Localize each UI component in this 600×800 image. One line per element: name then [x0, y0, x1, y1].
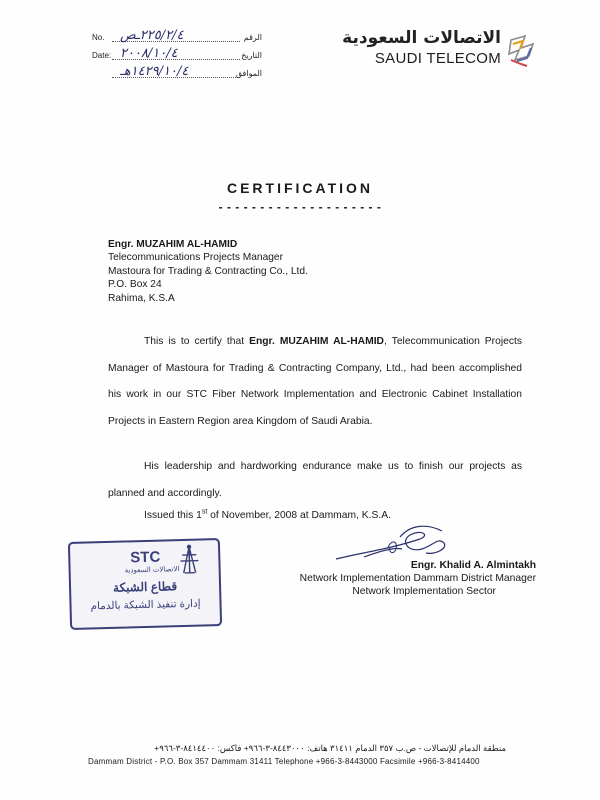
ref-number-label-ar: الرقم: [243, 33, 262, 42]
signer-block: [236, 559, 536, 598]
recipient-po-box: P.O. Box 24: [108, 279, 162, 291]
ref-date-value: ٢٠٠٨/١٠/٤: [120, 46, 178, 61]
recipient-title: Telecommunications Projects Manager: [108, 252, 283, 264]
ref-number-label: No.: [92, 33, 105, 42]
ref-number-row: [92, 28, 262, 46]
footer-english-address: Dammam District - P.O. Box 357 Dammam 31411 Telephone +966-3-8443000 Facsimile +966-3-8414400: [88, 757, 480, 766]
p1-name: Engr. MUZAHIM AL-HAMID: [249, 336, 384, 347]
leadership-paragraph: [108, 454, 522, 507]
p1-intro: This is to certify that: [144, 336, 250, 347]
ref-date-label: Date:: [92, 51, 112, 60]
signer-sector: Network Implementation Sector: [352, 586, 496, 597]
stamp-brand: STC: [130, 548, 161, 567]
issued-text-b: of November, 2008 at Dammam, K.S.A.: [207, 510, 391, 521]
ref-date-label-ar: التاريخ: [241, 51, 262, 60]
official-stamp: [68, 538, 222, 630]
recipient-address: [108, 238, 308, 305]
stamp-brand-arabic: الاتصالات السعودية: [124, 566, 180, 575]
stc-tower-icon: [174, 542, 205, 579]
p2-text: His leadership and hardworking endurance make us to finish our projects as planned and accordingly.: [108, 461, 522, 499]
ref-number-value: ٢٢٥/٢/٤ـص: [120, 28, 184, 43]
logo-english-text: SAUDI TELECOM: [374, 50, 501, 67]
stamp-line-department: إدارة تنفيذ الشبكة بالدمام: [90, 597, 201, 613]
recipient-city: Rahima, K.S.A: [108, 292, 175, 304]
issued-superscript: st: [201, 508, 208, 516]
stamp-line-sector: قطاع الشبكة: [112, 579, 178, 595]
saudi-telecom-logo: [342, 28, 537, 78]
signer-name: Engr. Khalid A. Almintakh: [410, 560, 536, 571]
certification-paragraph: [108, 329, 522, 435]
issued-text-a: Issued this 1: [144, 510, 202, 521]
ref-date-row: [92, 46, 262, 64]
stc-logo-mark-icon: [507, 34, 537, 68]
ref-hijri-row: [92, 64, 262, 82]
logo-arabic-text: الاتصالات السعودية: [342, 28, 501, 48]
p1-rest: , Telecommunication Projects Manager of Mastoura for Trading & Contracting Company, Ltd., had been accomplished his work in our STC Fiber Network Implementation and Electronic Cabinet Installation Projects in Eastern Region area Kingdom of Saudi Arabia.: [108, 336, 523, 427]
recipient-company: Mastoura for Trading & Contracting Co., Ltd.: [108, 265, 308, 277]
title-underline: - - - - - - - - - - - - - - - - - - - -: [218, 200, 382, 214]
ref-hijri-value: ١٤٢٩/١٠/٤هـ: [120, 64, 189, 79]
signer-title: Network Implementation Dammam District Manager: [299, 573, 536, 584]
reference-block: [92, 28, 262, 82]
recipient-name: Engr. MUZAHIM AL-HAMID: [108, 239, 238, 250]
ref-hijri-label-ar: الموافق: [235, 69, 262, 78]
document-title: CERTIFICATION: [226, 180, 374, 196]
footer-arabic-address: منطقة الدمام للإتصالات - ص.ب ٣٥٧ الدمام ٣١٤١١ هاتف: ٨٤٤٣٠٠٠-٣-٩٦٦+ فاكس: ٨٤١٤٤٠٠-٣-٩٦٦+: [154, 743, 506, 753]
